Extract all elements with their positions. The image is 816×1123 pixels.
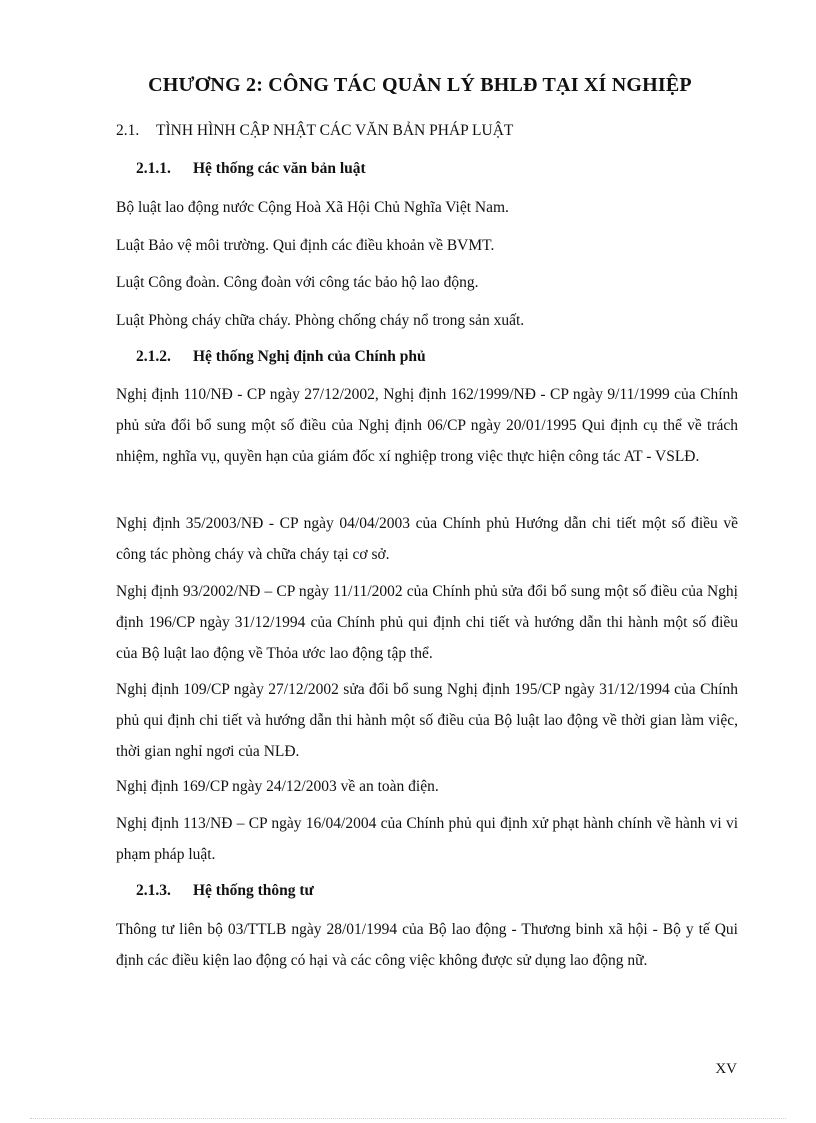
subsection-heading-2-1-1 [136, 160, 366, 178]
subsection-heading-2-1-3 [136, 882, 314, 900]
paragraph: Luật Bảo vệ môi trường. Qui định các điều khoản về BVMT. [116, 237, 495, 254]
paragraph: Luật Phòng cháy chữa cháy. Phòng chống cháy nổ trong sản xuất. [116, 312, 525, 329]
page-number: XV [715, 1061, 737, 1077]
subsection-number: 2.1.3. [136, 882, 171, 899]
section-number: 2.1. [116, 122, 140, 139]
paragraph: Nghị định 113/NĐ – CP ngày 16/04/2004 của Chính phủ qui định xử phạt hành chính về hành vi vi phạm pháp luật. [116, 815, 738, 863]
paragraph: Nghị định 110/NĐ - CP ngày 27/12/2002, Nghị định 162/1999/NĐ - CP ngày 9/11/1999 của Chính phủ sửa đổi bổ sung một số điều của Nghị định 06/CP ngày 20/01/1995 Qui định cụ thể về trách nhiệm, nghĩa vụ, quyền hạn của giám đốc xí nghiệp trong việc thực hiện công tác AT - VSLĐ. [116, 386, 738, 465]
paragraph: Nghị định 93/2002/NĐ – CP ngày 11/11/2002 của Chính phủ sửa đổi bổ sung một số điều của Nghị định 196/CP ngày 31/12/1994 của Chính phủ qui định chi tiết và hướng dẫn thi hành một số điều của Bộ luật lao động về Thỏa ước lao động tập thể. [116, 583, 738, 662]
chapter-title: CHƯƠNG 2: CÔNG TÁC QUẢN LÝ BHLĐ TẠI XÍ NGHIỆP [148, 74, 692, 96]
subsection-title: Hệ thống các văn bản luật [193, 160, 366, 177]
section-title: TÌNH HÌNH CẬP NHẬT CÁC VĂN BẢN PHÁP LUẬT [156, 122, 514, 139]
subsection-heading-2-1-2 [136, 348, 426, 366]
paragraph: Thông tư liên bộ 03/TTLB ngày 28/01/1994 của Bộ lao động - Thương binh xã hội - Bộ y tế Qui định các điều kiện lao động có hại và các công việc không được sử dụng lao động nữ. [116, 921, 738, 969]
subsection-title: Hệ thống Nghị định của Chính phủ [193, 348, 426, 365]
paragraph: Nghị định 169/CP ngày 24/12/2003 về an toàn điện. [116, 778, 439, 795]
paragraph: Nghị định 109/CP ngày 27/12/2002 sửa đổi bổ sung Nghị định 195/CP ngày 31/12/1994 của Chính phủ qui định chi tiết và hướng dẫn thi hành một số điều của Bộ luật lao động về thời gian làm việc, thời gian nghỉ ngơi của NLĐ. [116, 681, 738, 760]
paragraph: Luật Công đoàn. Công đoàn với công tác bảo hộ lao động. [116, 274, 479, 291]
paragraph: Bộ luật lao động nước Cộng Hoà Xã Hội Chủ Nghĩa Việt Nam. [116, 199, 509, 216]
subsection-title: Hệ thống thông tư [193, 882, 314, 899]
paragraph: Nghị định 35/2003/NĐ - CP ngày 04/04/2003 của Chính phủ Hướng dẫn chi tiết một số điều về công tác phòng cháy và chữa cháy tại cơ sở. [116, 515, 738, 563]
page-bottom-divider [30, 1118, 786, 1119]
section-heading [116, 122, 513, 140]
subsection-number: 2.1.1. [136, 160, 171, 177]
subsection-number: 2.1.2. [136, 348, 171, 365]
